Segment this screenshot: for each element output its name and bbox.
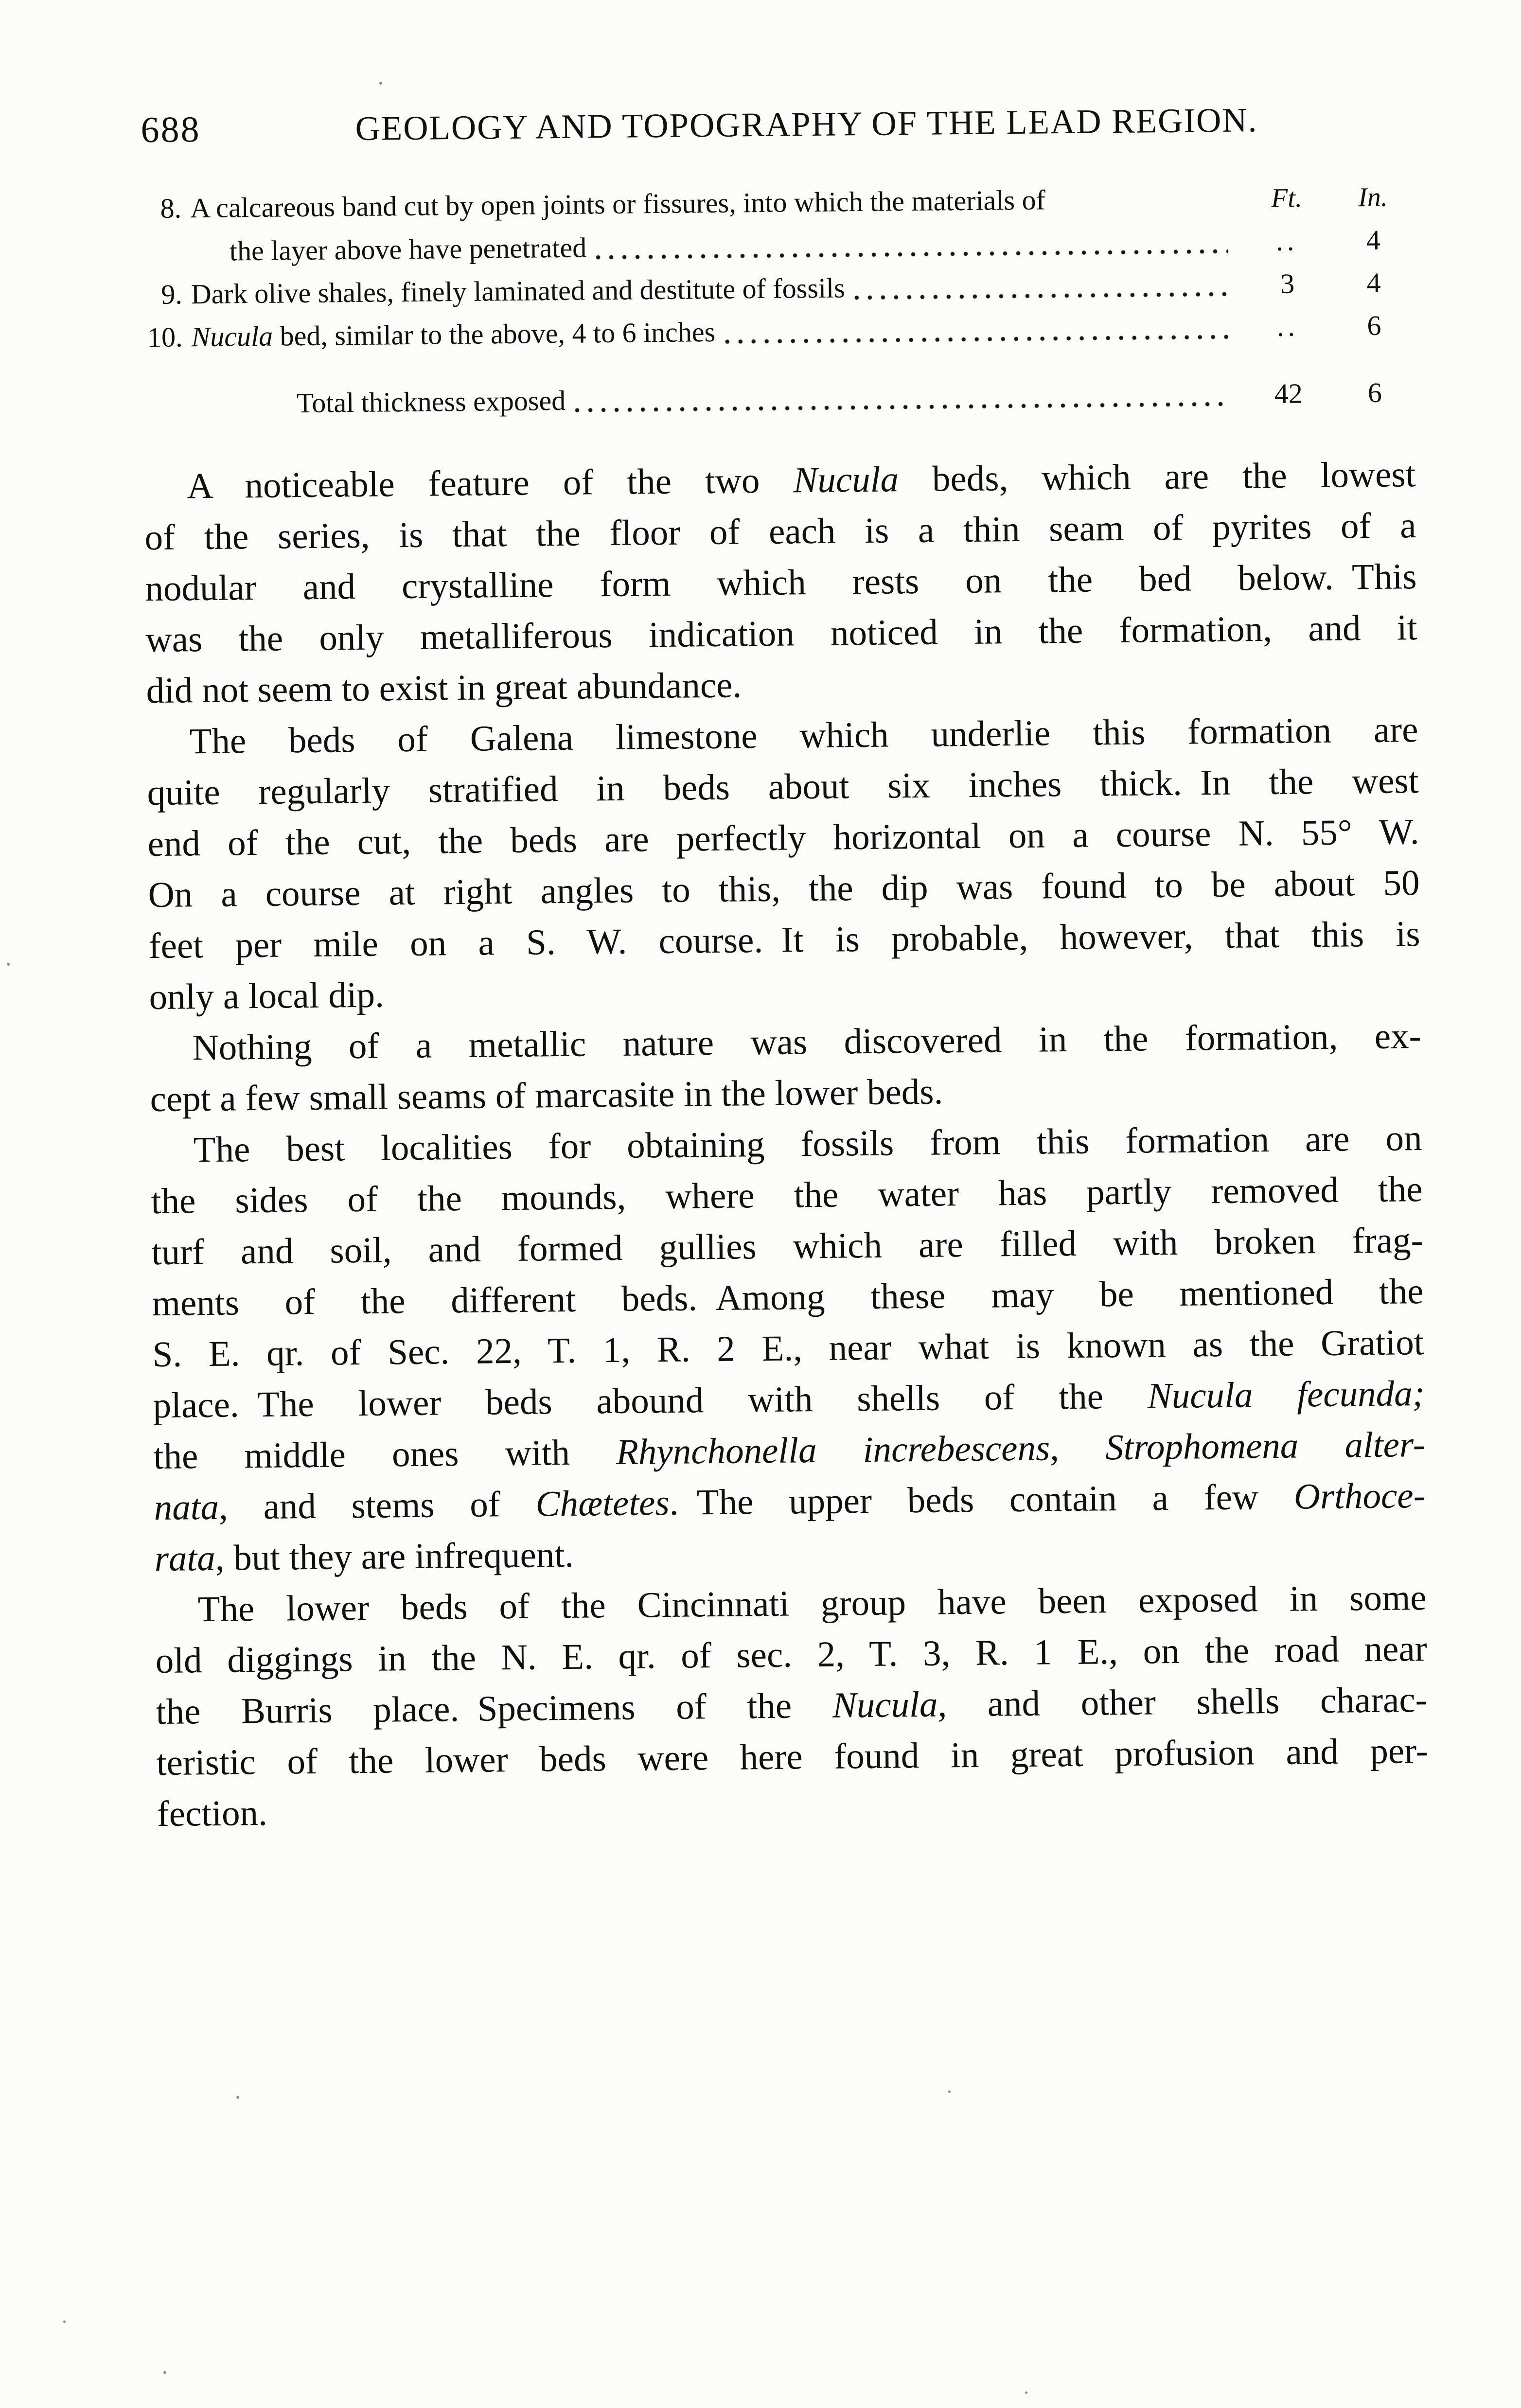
- row-number: 8.: [160, 192, 182, 224]
- dot-leader: [573, 400, 1230, 414]
- running-header: [141, 97, 1413, 155]
- text-run: ments of the different beds. Among these may be mentioned the: [152, 1271, 1424, 1324]
- in-value: 6: [1367, 309, 1381, 342]
- text-run: of the series, is that the floor of each is a thin seam of pyrites of a: [144, 505, 1416, 558]
- italic-term: Nucula: [832, 1684, 938, 1726]
- total-in-value: 6: [1367, 376, 1382, 409]
- text-run: beds, which are the lowest: [898, 454, 1416, 500]
- text-run: The beds of Galena limestone which underlie this formation are: [189, 709, 1418, 762]
- text-run: did not seem to exist in great abundance.: [146, 665, 742, 711]
- text-run: , and stems of: [218, 1484, 536, 1527]
- row-text: [190, 178, 1046, 230]
- body-text: [144, 449, 1429, 1840]
- italic-term: Nucula: [191, 320, 273, 353]
- text-run: the layer above have penetrated: [229, 231, 587, 267]
- row-text: [191, 311, 715, 358]
- running-head-title: GEOLOGY AND TOPOGRAPHY OF THE LEAD REGION.: [355, 101, 1258, 148]
- text-run: the Burris place. Specimens of the: [156, 1685, 833, 1733]
- text-run: , and other shells charac-: [937, 1679, 1428, 1725]
- paragraph: [155, 1572, 1429, 1840]
- text-run: A noticeable feature of the two: [187, 460, 794, 507]
- italic-term: Nucula fecunda;: [1147, 1373, 1425, 1416]
- text-run: , but they are infrequent.: [215, 1534, 574, 1578]
- row-number: 10.: [147, 321, 183, 354]
- ft-value: 3: [1280, 267, 1295, 300]
- column-header-ft: Ft.: [1271, 183, 1303, 213]
- text-run: A calcareous band cut by open joints or fissures, into which the materials of: [190, 184, 1046, 224]
- scan-speck: [948, 2090, 951, 2093]
- text-run: teristic of the lower beds were here found in great profusion and per-: [156, 1730, 1429, 1784]
- scan-speck: [163, 2371, 166, 2374]
- italic-term: Strophomena alter-: [1105, 1424, 1425, 1468]
- paragraph: [144, 449, 1418, 716]
- ft-value: ..: [1276, 310, 1299, 342]
- text-run: fection.: [157, 1792, 268, 1835]
- total-label: Total thickness exposed: [296, 384, 566, 419]
- italic-term: Orthoce-: [1293, 1475, 1426, 1517]
- text-run: Dark olive shales, finely laminated and destitute of fossils: [191, 272, 845, 310]
- italic-term: Chætetes: [535, 1482, 670, 1524]
- scan-speck: [7, 963, 10, 966]
- scan-speck: [63, 2320, 66, 2323]
- text-run: quite regularly stratified in beds about six inches thick. In the west: [147, 761, 1419, 814]
- page-number: 688: [141, 109, 201, 151]
- column-header-in: In.: [1358, 182, 1388, 213]
- in-value: 4: [1366, 266, 1381, 299]
- dot-leader: [594, 248, 1228, 262]
- italic-term: Rhynchonella increbescens: [616, 1428, 1050, 1472]
- text-run: place. The lower beds abound with shells of the: [153, 1376, 1148, 1426]
- text-run: feet per mile on a S. W. course. It is probable, however, that this is: [148, 914, 1420, 967]
- text-run: the sides of the mounds, where the water has partly removed the: [151, 1169, 1423, 1222]
- row-text: [190, 226, 586, 273]
- text-run: The lower beds of the Cincinnati group have been exposed in some: [197, 1577, 1427, 1630]
- text-run: the middle ones with: [153, 1432, 617, 1477]
- text-run: ,: [1049, 1427, 1106, 1469]
- paragraph: [149, 1010, 1422, 1125]
- scan-speck: [379, 82, 382, 85]
- italic-term: rata: [154, 1538, 216, 1579]
- text-run: The best localities for obtaining fossils from this formation are on: [193, 1118, 1422, 1170]
- dot-leader: [723, 333, 1229, 346]
- text-run: On a course at right angles to this, the dip was found to be about 50: [148, 863, 1420, 916]
- spacer: [1045, 208, 1240, 210]
- italic-term: nata: [154, 1487, 219, 1528]
- text-run: was the only metalliferous indication noticed in the formation, and it: [145, 607, 1417, 660]
- text-run: cept a few small seams of marcasite in the lower beds.: [150, 1071, 943, 1120]
- in-value: 4: [1366, 224, 1381, 256]
- text-run: S. E. qr. of Sec. 22, T. 1, R. 2 E., near what is known as the Gratiot: [152, 1322, 1424, 1375]
- scan-speck: [236, 2096, 239, 2099]
- total-ft-value: 42: [1274, 377, 1303, 409]
- paragraph: [146, 704, 1421, 1023]
- text-run: end of the cut, the beds are perfectly horizontal on a course N. 55° W.: [147, 812, 1419, 865]
- text-run: bed, similar to the above, 4 to 6 inches: [272, 316, 716, 352]
- text-run: only a local dip.: [149, 974, 385, 1018]
- italic-term: Nucula: [793, 459, 899, 501]
- row-text: [191, 266, 845, 316]
- text-run: Nothing of a metallic nature was discovered in the formation, ex-: [192, 1016, 1421, 1068]
- scan-speck: [1025, 2391, 1027, 2394]
- text-run: old diggings in the N. E. qr. of sec. 2, T. 3, R. 1 E., on the road near: [155, 1629, 1428, 1682]
- ft-value: ..: [1275, 225, 1298, 257]
- text-run: . The upper beds contain a few: [669, 1476, 1294, 1523]
- stratigraphic-table: [141, 175, 1415, 444]
- paragraph: [150, 1113, 1426, 1584]
- text-run: nodular and crystalline form which rests on the bed below. This: [145, 556, 1417, 609]
- dot-leader: [853, 290, 1229, 301]
- text-run: turf and soil, and formed gullies which are filled with broken frag-: [151, 1220, 1423, 1273]
- row-number: 9.: [160, 278, 183, 310]
